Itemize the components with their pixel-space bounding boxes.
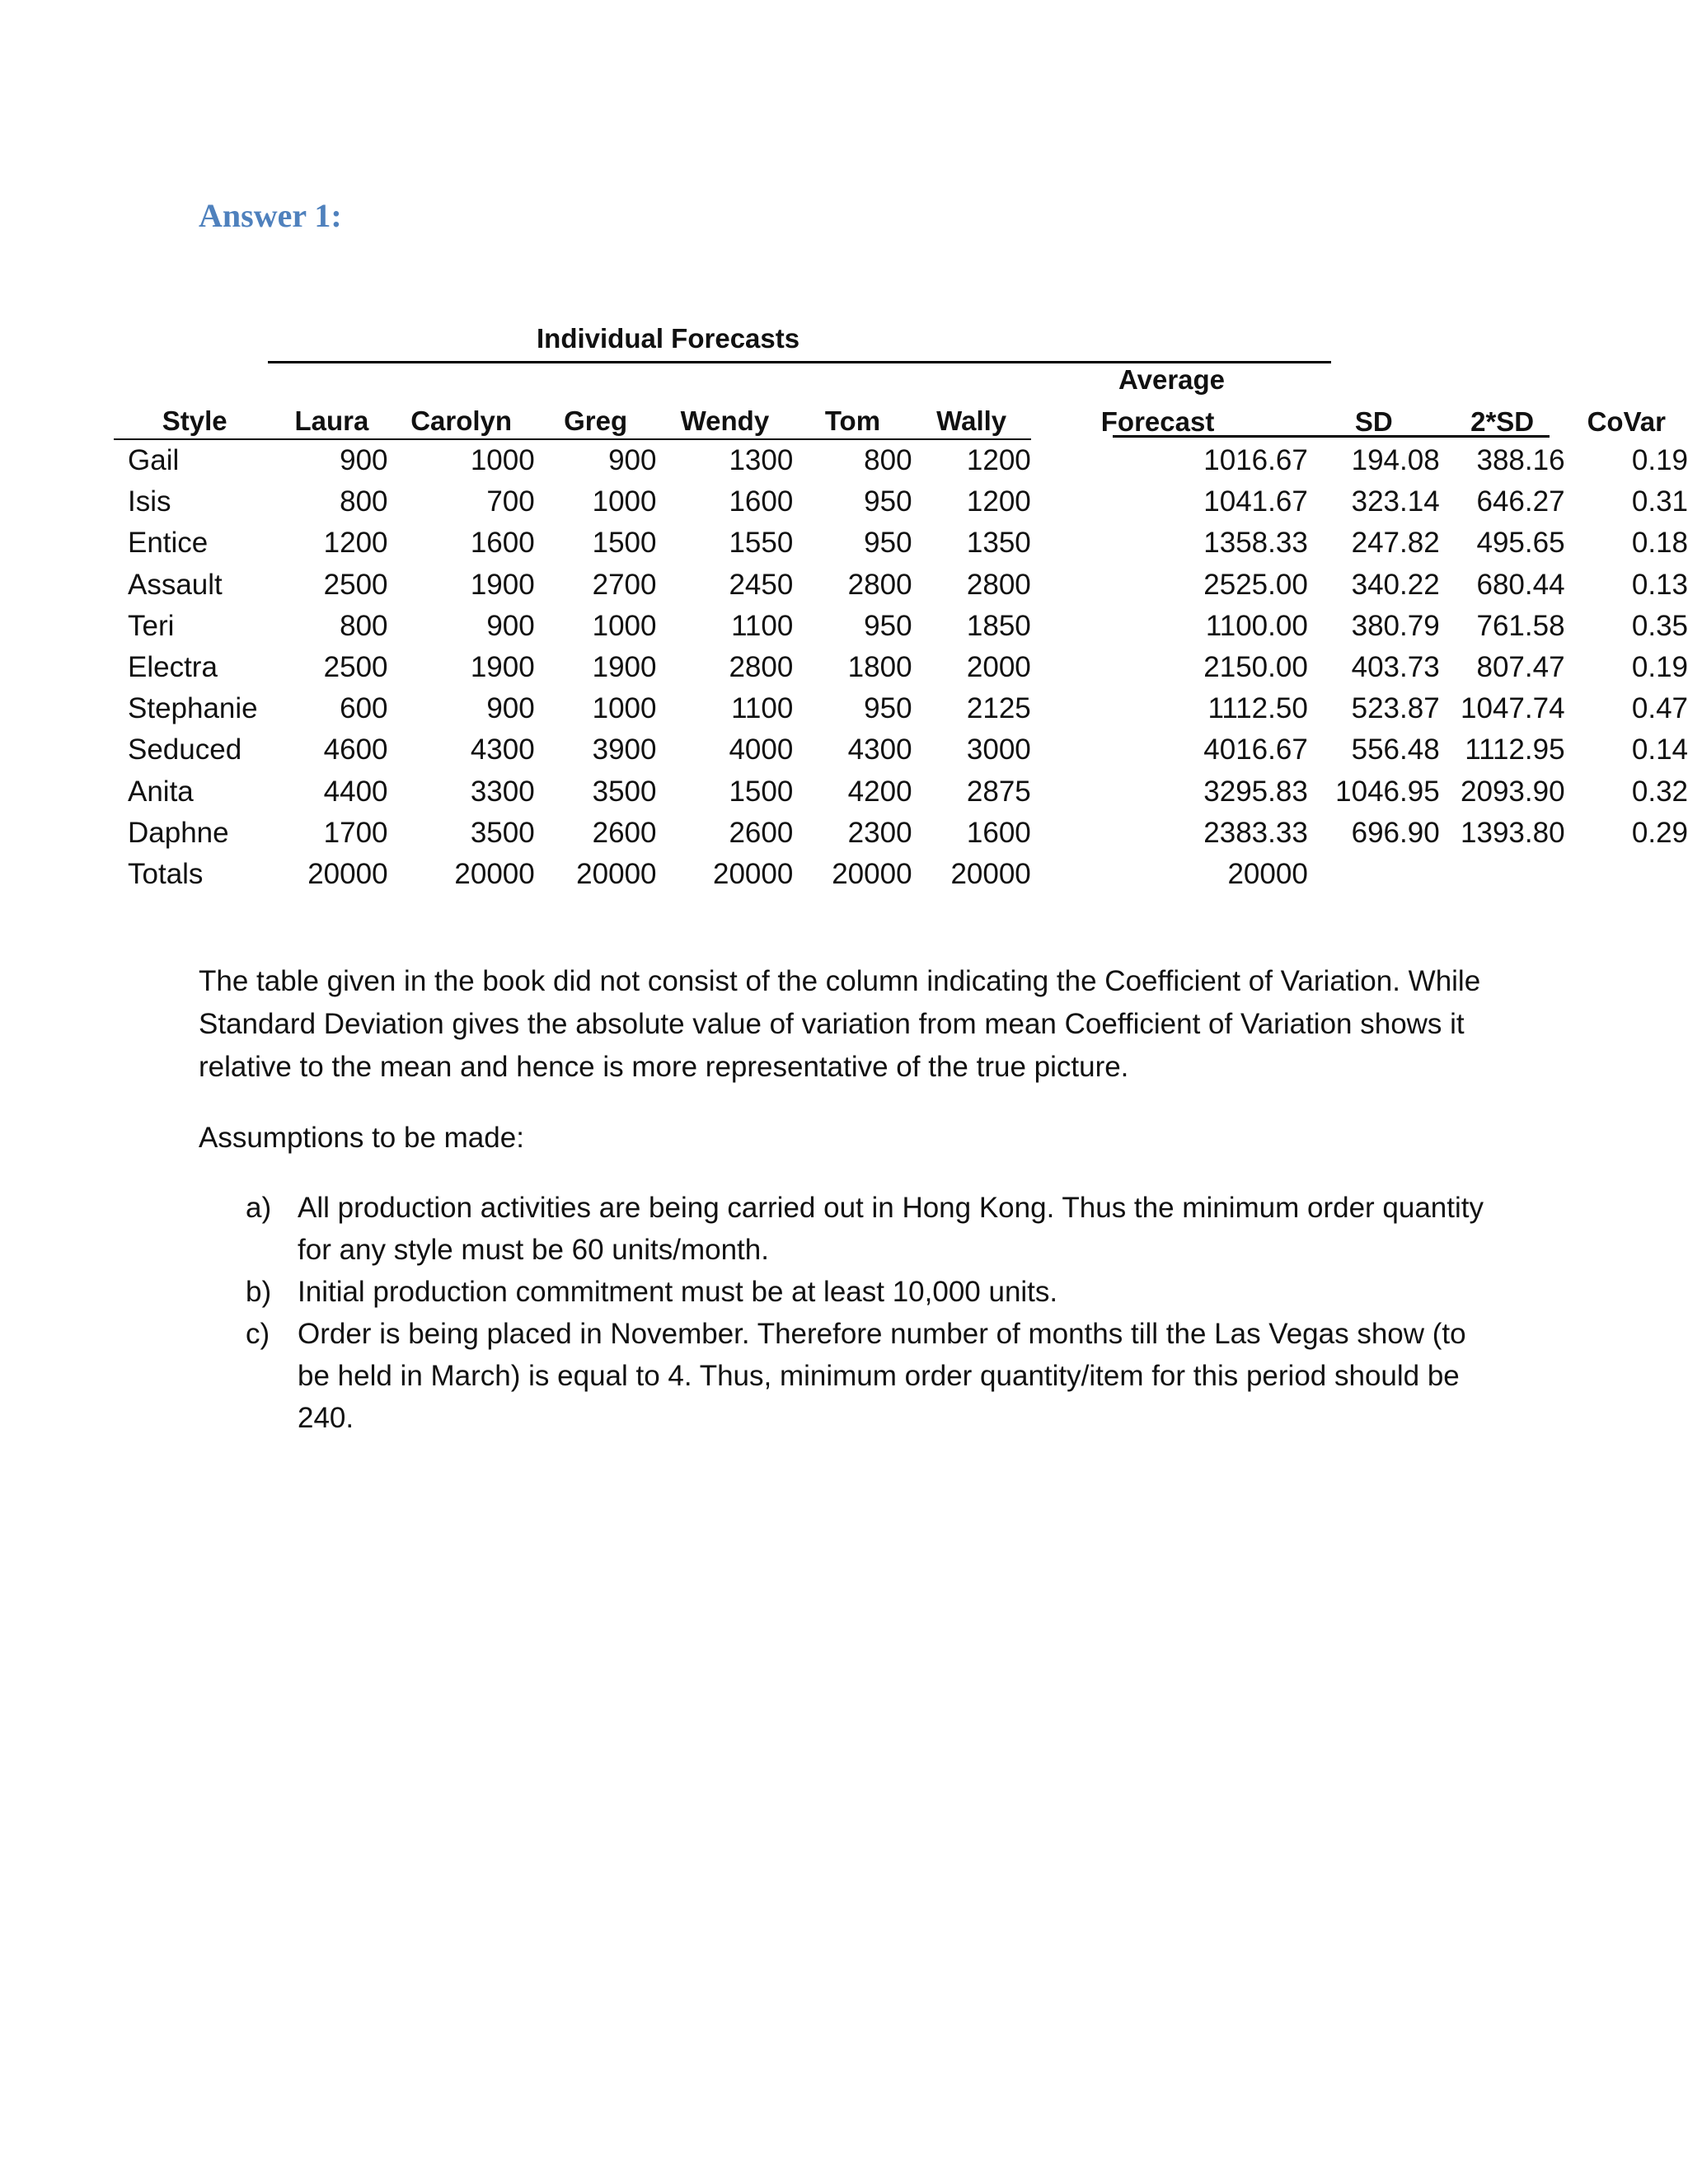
laura-cell: 600 — [340, 692, 388, 725]
2sd-cell — [1440, 854, 1565, 895]
header-average-forecast: Forecast — [1100, 406, 1215, 437]
greg-cell: 3500 — [592, 775, 657, 808]
table-row — [114, 771, 1688, 813]
list-marker: a) — [246, 1192, 272, 1224]
wally-cell: 3000 — [966, 733, 1031, 766]
wendy-cell: 1500 — [729, 775, 794, 808]
table-row — [114, 854, 1688, 895]
header-sd: SD — [1354, 406, 1393, 437]
tom-cell: 950 — [864, 527, 912, 560]
style-cell: Daphne — [128, 816, 229, 849]
table-row — [114, 439, 1688, 481]
assumption-item — [199, 1271, 1484, 1313]
sd-cell: 340.22 — [1351, 568, 1440, 601]
sd-cell: 403.73 — [1351, 651, 1440, 684]
wendy-cell: 1300 — [729, 444, 794, 477]
wally-cell: 2125 — [966, 692, 1031, 725]
wendy-cell: 1100 — [731, 609, 794, 642]
average-forecast-cell: 1100.00 — [1205, 609, 1308, 642]
style-cell: Teri — [128, 609, 175, 642]
carolyn-cell: 900 — [486, 609, 535, 642]
laura-cell: 4600 — [323, 733, 388, 766]
tom-cell: 950 — [864, 692, 912, 725]
average-forecast-cell: 1041.67 — [1203, 485, 1308, 518]
table-header-row — [114, 394, 1688, 439]
header-carolyn: Carolyn — [388, 394, 535, 439]
sd-cell — [1308, 854, 1440, 895]
style-cell: Totals — [128, 857, 204, 890]
laura-cell: 2500 — [323, 568, 388, 601]
wendy-cell: 20000 — [713, 857, 794, 890]
wally-cell: 1600 — [966, 816, 1031, 849]
wendy-cell: 2600 — [729, 816, 794, 849]
greg-cell: 2700 — [592, 568, 657, 601]
average-forecast-cell: 3295.83 — [1203, 775, 1308, 808]
table-body — [114, 439, 1688, 895]
greg-cell: 2600 — [592, 816, 657, 849]
wally-cell: 1200 — [966, 485, 1031, 518]
section-heading: Answer 1: — [199, 197, 342, 234]
laura-cell: 1700 — [323, 816, 388, 849]
tom-cell: 4300 — [847, 733, 912, 766]
carolyn-cell: 900 — [486, 692, 535, 725]
laura-cell: 2500 — [323, 651, 388, 684]
carolyn-cell: 700 — [486, 485, 535, 518]
carolyn-cell: 1900 — [470, 568, 535, 601]
wally-cell: 1350 — [966, 527, 1031, 560]
list-marker: c) — [246, 1318, 270, 1350]
wendy-cell: 2800 — [729, 651, 794, 684]
2sd-cell: 807.47 — [1476, 651, 1565, 684]
average-forecast-cell: 1358.33 — [1203, 527, 1308, 560]
table-row — [114, 565, 1688, 606]
average-forecast-cell: 4016.67 — [1203, 733, 1308, 766]
laura-cell: 800 — [340, 609, 388, 642]
tom-cell: 2800 — [847, 568, 912, 601]
greg-cell: 1000 — [592, 609, 657, 642]
tom-cell: 4200 — [847, 775, 912, 808]
covar-cell: 0.31 — [1631, 485, 1688, 518]
covar-cell — [1565, 854, 1688, 895]
sd-cell: 523.87 — [1351, 692, 1440, 725]
assumption-text: Initial production commitment must be at least 10,000 units. — [298, 1276, 1058, 1308]
header-wally: Wally — [912, 394, 1031, 439]
sd-cell: 380.79 — [1351, 609, 1440, 642]
average-forecast-cell: 20000 — [1227, 857, 1308, 890]
carolyn-cell: 3500 — [470, 816, 535, 849]
table-row — [114, 523, 1688, 564]
greg-cell: 20000 — [576, 857, 657, 890]
greg-cell: 3900 — [592, 733, 657, 766]
sd-cell: 696.90 — [1351, 816, 1440, 849]
forecast-table — [114, 394, 1688, 895]
covar-cell: 0.29 — [1631, 816, 1688, 849]
greg-cell: 1000 — [592, 692, 657, 725]
wally-cell: 2875 — [966, 775, 1031, 808]
2sd-cell: 646.27 — [1476, 485, 1565, 518]
assumption-item — [199, 1187, 1484, 1271]
average-forecast-label-top: Average — [1118, 364, 1226, 395]
assumption-text: Order is being placed in November. Therefore number of months till the Las Vegas show (to be held in March) is equal to 4. Thus, minimum order quantity/item for this period should be 240. — [298, 1318, 1466, 1434]
average-forecast-cell: 2525.00 — [1203, 568, 1308, 601]
carolyn-cell: 1900 — [470, 651, 535, 684]
covar-cell: 0.47 — [1631, 692, 1688, 725]
covar-cell: 0.32 — [1631, 775, 1688, 808]
laura-cell: 900 — [340, 444, 388, 477]
2sd-cell: 761.58 — [1476, 609, 1565, 642]
header-laura: Laura — [275, 394, 387, 439]
wally-cell: 2800 — [966, 568, 1031, 601]
tom-cell: 1800 — [847, 651, 912, 684]
style-cell: Stephanie — [128, 692, 258, 725]
laura-cell: 1200 — [323, 527, 388, 560]
tom-cell: 950 — [864, 485, 912, 518]
tom-cell: 950 — [864, 609, 912, 642]
style-cell: Entice — [128, 527, 209, 560]
sd-cell: 247.82 — [1351, 527, 1440, 560]
header-wendy: Wendy — [657, 394, 794, 439]
wally-cell: 1200 — [966, 444, 1031, 477]
sd-cell: 323.14 — [1351, 485, 1440, 518]
laura-cell: 4400 — [323, 775, 388, 808]
wendy-cell: 1550 — [729, 527, 794, 560]
average-forecast-cell: 1016.67 — [1203, 443, 1308, 476]
style-cell: Isis — [128, 485, 171, 518]
table-row — [114, 813, 1688, 854]
header-greg: Greg — [535, 394, 657, 439]
header-covar: CoVar — [1587, 406, 1666, 437]
greg-cell: 900 — [608, 444, 657, 477]
wally-cell: 20000 — [950, 857, 1031, 890]
2sd-cell: 1393.80 — [1461, 816, 1565, 849]
wally-cell: 2000 — [966, 651, 1031, 684]
2sd-cell: 495.65 — [1476, 527, 1565, 560]
tom-cell: 20000 — [832, 857, 912, 890]
carolyn-cell: 1000 — [470, 444, 535, 477]
2sd-cell: 2093.90 — [1461, 775, 1565, 808]
covar-cell: 0.19 — [1631, 443, 1688, 476]
covar-cell: 0.35 — [1631, 609, 1688, 642]
carolyn-cell: 3300 — [470, 775, 535, 808]
style-cell: Anita — [128, 775, 194, 808]
assumption-item — [199, 1313, 1484, 1439]
average-forecast-cell: 2383.33 — [1203, 816, 1308, 849]
individual-forecasts-group-header — [268, 323, 1331, 363]
2sd-cell: 1047.74 — [1461, 692, 1565, 725]
style-cell: Electra — [128, 651, 218, 684]
wally-cell: 1850 — [966, 609, 1031, 642]
covar-cell: 0.18 — [1631, 527, 1688, 560]
sd-cell: 194.08 — [1351, 443, 1440, 476]
wendy-cell: 1100 — [731, 692, 794, 725]
laura-cell: 20000 — [307, 857, 388, 890]
covar-cell: 0.13 — [1631, 568, 1688, 601]
2sd-cell: 680.44 — [1476, 568, 1565, 601]
greg-cell: 1900 — [592, 651, 657, 684]
group-title-text: Individual Forecasts — [537, 323, 800, 354]
style-cell: Seduced — [128, 733, 242, 766]
sd-columns-underline — [1113, 435, 1550, 438]
greg-cell: 1000 — [592, 485, 657, 518]
explanation-paragraph: The table given in the book did not consist of the column indicating the Coefficient of Variation. While Standard Deviation gives the absolute value of variation from mean Coefficient of Variation shows it relative to the mean and hence is more representative of the true picture. — [199, 965, 1481, 1083]
carolyn-cell: 20000 — [454, 857, 535, 890]
sd-cell: 556.48 — [1351, 733, 1440, 766]
average-forecast-cell: 2150.00 — [1203, 651, 1308, 684]
greg-cell: 1500 — [592, 527, 657, 560]
table-row — [114, 606, 1688, 647]
average-forecast-cell: 1112.50 — [1207, 692, 1308, 725]
carolyn-cell: 4300 — [470, 733, 535, 766]
table-row — [114, 729, 1688, 771]
assumptions-heading: Assumptions to be made: — [199, 1122, 524, 1154]
tom-cell: 800 — [864, 444, 912, 477]
assumptions-list — [199, 1187, 1484, 1439]
wendy-cell: 2450 — [729, 568, 794, 601]
assumption-text: All production activities are being carried out in Hong Kong. Thus the minimum order quantity for any style must be 60 units/month. — [298, 1192, 1484, 1266]
2sd-cell: 1112.95 — [1465, 733, 1565, 766]
header-tom: Tom — [793, 394, 912, 439]
carolyn-cell: 1600 — [470, 527, 535, 560]
tom-cell: 2300 — [847, 816, 912, 849]
list-marker: b) — [246, 1276, 272, 1308]
table-row — [114, 688, 1688, 729]
covar-cell: 0.19 — [1631, 651, 1688, 684]
style-cell: Assault — [128, 568, 223, 601]
wendy-cell: 1600 — [729, 485, 794, 518]
header-style: Style — [114, 394, 275, 439]
style-cell: Gail — [128, 444, 180, 477]
table-row — [114, 647, 1688, 688]
sd-cell: 1046.95 — [1335, 775, 1440, 808]
covar-cell: 0.14 — [1631, 733, 1688, 766]
wendy-cell: 4000 — [729, 733, 794, 766]
laura-cell: 800 — [340, 485, 388, 518]
2sd-cell: 388.16 — [1476, 443, 1565, 476]
table-row — [114, 481, 1688, 523]
header-2sd: 2*SD — [1470, 406, 1535, 437]
